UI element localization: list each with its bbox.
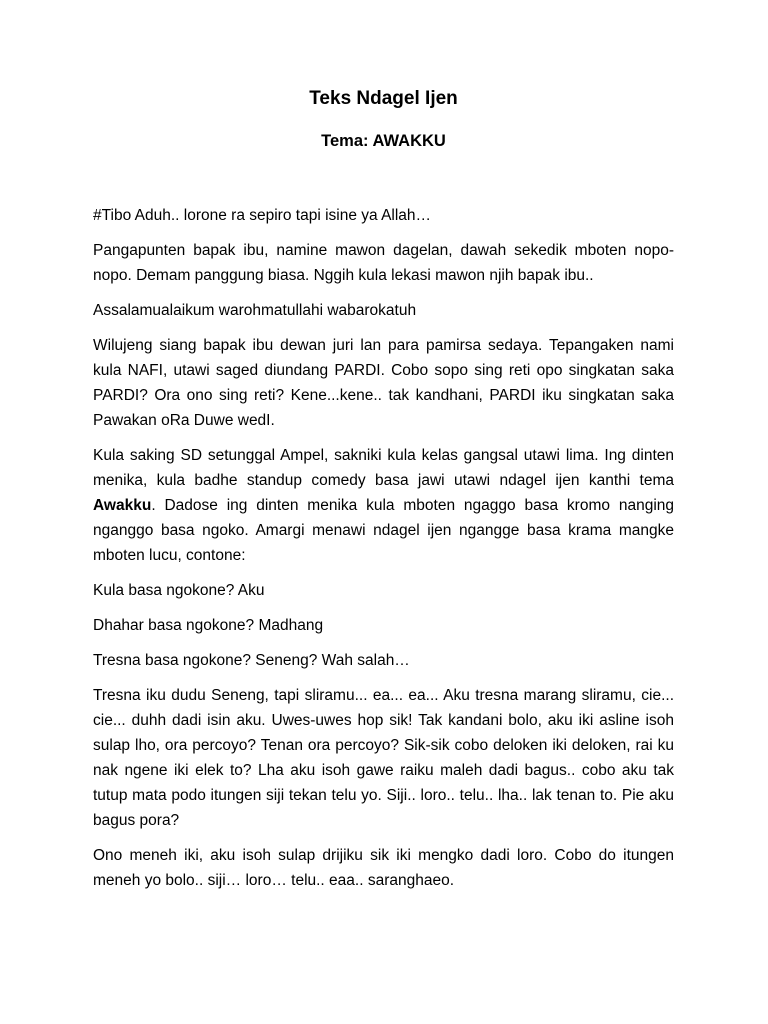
paragraph-introduction: Wilujeng siang bapak ibu dewan juri lan para pamirsa sedaya. Tepangaken nami kula NAFI, utawi saged diundang PARDI. Cobo sopo sing reti opo singkatan saka PARDI? Ora ono sing reti? Kene...kene.. tak kandhani, PARDI iku singkatan saka Pawakan oRa Duwe wedI.: [93, 337, 674, 429]
paragraph-closing: Ono meneh iki, aku isoh sulap drijiku sik iki mengko dadi loro. Cobo do itungen meneh yo bolo.. siji… loro… telu.. eaa.. saranghaeo.: [93, 847, 674, 889]
paragraph-apology: Pangapunten bapak ibu, namine mawon dagelan, dawah sekedik mboten nopo-nopo. Demam panggung biasa. Nggih kula lekasi mawon njih bapak ibu..: [93, 242, 674, 284]
document-title: Teks Ndagel Ijen: [309, 88, 458, 109]
paragraph-theme-text-after: . Dadose ing dinten menika kula mboten ngaggo basa kromo nanging nganggo basa ngoko. Amargi menawi ndagel ijen ngangge basa krama mangke mboten lucu, contone:: [93, 497, 674, 564]
document-subtitle: Tema: AWAKKU: [321, 132, 446, 150]
paragraph-example-kula: Kula basa ngokone? Aku: [93, 582, 265, 599]
paragraph-example-tresna: Tresna basa ngokone? Seneng? Wah salah…: [93, 652, 410, 669]
paragraph-sulap: Tresna iku dudu Seneng, tapi sliramu... ea... ea... Aku tresna marang sliramu, cie... cie... duhh dadi isin aku. Uwes-uwes hop sik! Tak kandani bolo, aku iki asline isoh sulap lho, ora percoyo? Tenan ora percoyo? Sik-sik cobo deloken iki deloken, rai ku nak ngene iki elek to? Lha aku isoh gawe raiku maleh dadi bagus.. cobo aku tak tutup mata podo itungen siji tekan telu yo. Siji.. loro.. telu.. lha.. lak tenan to. Pie aku bagus pora?: [93, 687, 674, 829]
paragraph-greeting: Assalamualaikum warohmatullahi wabarokatuh: [93, 302, 417, 319]
paragraph-example-dhahar: Dhahar basa ngokone? Madhang: [93, 617, 324, 634]
paragraph-opening: #Tibo Aduh.. lorone ra sepiro tapi isine ya Allah…: [93, 207, 432, 224]
paragraph-theme: [93, 443, 674, 568]
paragraph-theme-bold-word: Awakku: [93, 497, 152, 514]
document-body: [93, 203, 674, 903]
paragraph-theme-text-before: Kula saking SD setunggal Ampel, sakniki kula kelas gangsal utawi lima. Ing dinten menika, kula badhe standup comedy basa jawi utawi ndagel ijen kanthi tema: [93, 447, 674, 489]
